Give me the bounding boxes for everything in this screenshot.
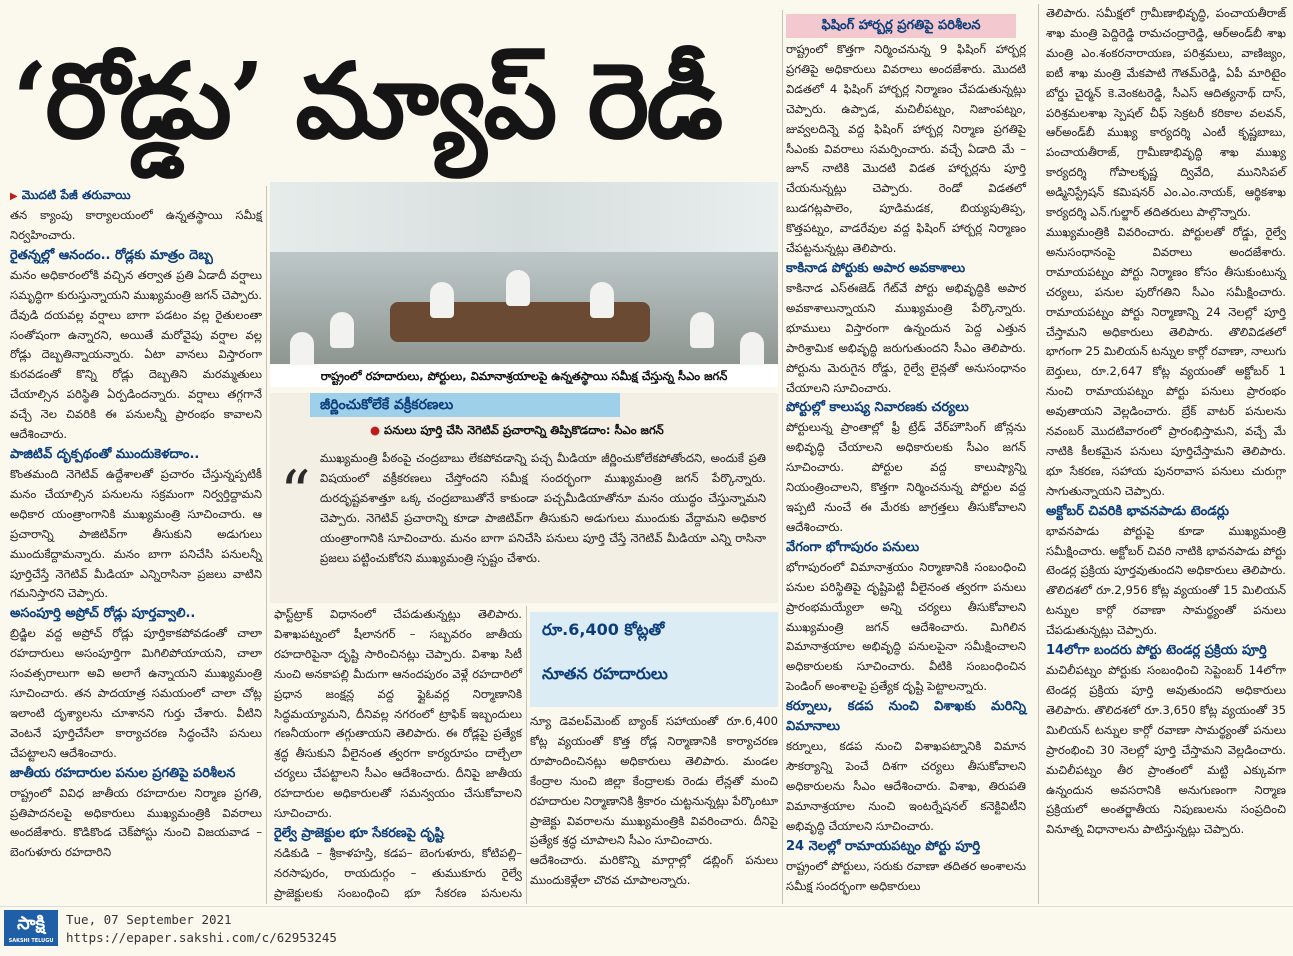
roads-highlight-line1: రూ.6,400 కోట్లతో [542,620,665,639]
article-column-1 [10,206,262,904]
subheading: రైల్వే ప్రాజెక్టుల భూ సేకరణపై దృష్టి [274,825,444,841]
subheading: 24 నెలల్లో రామాయపట్నం పోర్టు పూర్తి [786,838,981,854]
paragraph: బ్రిడ్జిల వద్ద అప్రోచ్ రోడ్లు పూర్తికాకపోవడంతో చాలా రహదారులు అసంపూర్తిగా మిగిలిపోయాయని, చాలా సంవత్సరాలుగా అవి అలాగే ఉన్నాయని ముఖ్యమంత్రి సూచించారు. తన పాదయాత్ర సమయంలో చాలా చోట్ల ఇలాంటి దృశ్యాలను చూశానని గుర్తు చేశారు. వీటిని వెంటనే పూర్తిచేసేలా కార్యాచరణ సిద్ధంచేసి పనులు చేపట్టాలని ఆదేశించారు. [10,626,262,760]
subheading: 14లోగా బందరు పోర్టు టెండర్ల ప్రక్రియ పూర్తి [1046,643,1267,659]
epaper-url[interactable]: https://epaper.sakshi.com/c/62953245 [66,930,337,945]
paragraph: కాకినాడ ఎస్ఈజెడ్ గేట్‌వే పోర్టు అభివృద్ధికి అపార అవకాశాలున్నాయని ముఖ్యమంత్రి పేర్కొన్నారు. భూములు విస్తారంగా ఉన్నందున పెద్ద ఎత్తున పారిశ్రామిక అభివృద్ధి జరుగుతుందని సీఎం తెలిపారు. పోర్టును మెరుగైన రోడ్డు, రైల్వే లైన్లతో అనుసంధానం చేయాలని సూచించారు. [786,280,1026,395]
paragraph: ఫాస్ట్‌ట్రాక్ విధానంలో చేపడుతున్నట్లు తెలిపారు. విశాఖపట్నంలో షీలానగర్ – సబ్బవరం జాతీయ రహదారిపైనా దృష్టి సారించినట్లు చెప్పారు. విశాఖ సిటీ నుంచి అనకాపల్లి మీదుగా ఆనందపురం వెళ్లే రహదారిలో ప్రధాన జంక్షన్ల వద్ద ఫ్లైఓవర్ల నిర్మాణానికి సిద్ధమయ్యామని, దీనివల్ల నగరంలో ట్రాఫిక్ ఇబ్బందులు గణనీయంగా తగ్గుతాయని తెలిపారు. ఈ రోడ్లపై ప్రత్యేక శ్రద్ధ తీసుకుని వీలైనంత త్వరగా కార్యరూపం దాల్చేలా చర్యలు చేపట్టాలని సీఎం ఆదేశించారు. దీనిపై జాతీయ రహదారుల అధికారులతో సమన్వయం చేసుకోవాలని సూచించారు. [274,607,522,821]
paragraph: రాష్ట్రంలో వివిధ జాతీయ రహదారుల నిర్మాణ ప్రగతి, ప్రతిపాదనలపై అధికారులు ముఖ్యమంత్రికి వివరాలు అందజేశారు. కొడికొండ చెక్‌పోస్టు నుంచి విజయవాడ – బెంగుళూరు రహదారిని [10,785,262,860]
roads-highlight-line2: నూతన రహదారులు [542,664,668,683]
article-column-2 [274,605,522,905]
subheading: పాజిటివ్ దృక్పథంతో ముందుకెళదాం.. [10,446,200,462]
subheading: జాతీయ రహదారుల పనుల ప్రగతిపై పరిశీలన [10,765,236,781]
subheading: రైతన్నల్లో ఆనందం.. రోడ్లకు మాత్రం దెబ్బ [10,247,213,263]
edition-date: Tue, 07 September 2021 [66,912,232,927]
paragraph: నడికుడి – శ్రీకాళహస్తి, కడప– బెంగుళూరు, కోటిపల్లి–నరసాపురం, రాయదుర్గం – తుముకూరు రైల్వే ప్రాజెక్టులకు సంబంధించి భూ సేకరణ పనులను [274,845,522,900]
quote-mark-icon: “ [280,458,311,528]
paragraph: కర్నూలు, కడప నుంచి విశాఖపట్నానికి విమాన సౌకర్యాన్ని పెంచే దిశగా చర్యలు తీసుకోవాలని అధికారులను సీఎం ఆదేశించారు. విశాఖ, తిరుపతి విమానాశ్రయాల నుంచి ఇంటర్నేషనల్ కనెక్టివిటీని అభివృద్ధి చేయాలని సూచించారు. [786,739,1026,833]
triangle-icon: ▶ [10,191,18,202]
subheading: పోర్టుల్లో కాలుష్య నివారణకు చర్యలు [786,400,969,416]
paragraph: పోర్టులున్న ప్రాంతాల్లో ఫ్రీ ట్రేడ్ వేర్‌హౌసింగ్ జోన్లను అభివృద్ధి చేయాలని అధికారులకు సీఎం జగన్ సూచించారు. పోర్టుల వద్ద కాలుష్యాన్ని నియంత్రించాలని, కొత్తగా నిర్మించనున్న పోర్టుల వద్ద ఇప్పటి నుంచే ఈ మేరకు జాగ్రత్తలు తీసుకోవాలని ఆదేశించారు. [786,420,1026,534]
subheading: కర్నూలు, కడప నుంచి విశాఖకు మరిన్ని విమానాలు [786,699,1026,735]
quote-box [270,393,778,603]
article-column-4 [786,40,1026,904]
paragraph: ముఖ్యమంత్రికి వివరించారు. పోర్టులతో రోడ్డు, రైల్వే అనుసంధానంపై వివరాలు అందజేశారు. రామాయపట్నం పోర్టు నిర్మాణం కోసం తీసుకుంటున్న చర్యలు, పనుల పురోగతిని సీఎం సమీక్షించారు. రామాయపట్నం పోర్టు నిర్మాణాన్ని 24 నెలల్లో పూర్తి చేస్తామని అధికారులు తెలిపారు. తొలివిడతలో భాగంగా 25 మిలియన్ టన్నుల కార్గో రవాణా, నాలుగు బెర్తులు, రూ.2,647 కోట్ల వ్యయంతో అక్టోబర్ 1 నుంచి రామాయపట్నం పోర్టు పనులు ప్రారంభం అవుతాయని వెల్లడించారు. బ్రేక్ వాటర్ పనులను నవంబర్ మొదటివారంలో ప్రారంభిస్తామని, వచ్చే మే నాటికి కీలకమైన పనులు పూర్తిచేస్తామని తెలిపారు. భూ సేకరణ, సహాయ పునరావాస పనులు చురుగ్గా సాగుతున్నాయని చెప్పారు. [1046,224,1286,498]
roads-highlight-box [530,612,778,707]
fishing-harbours-title: ఫిషింగ్ హార్బర్ల ప్రగతిపై పరిశీలన [786,14,1016,38]
photo-caption: రాష్ట్రంలో రహదారులు, పోర్టులు, విమానాశ్రయాలపై ఉన్నతస్థాయి సమీక్ష చేస్తున్న సీఎం జగన్ [270,365,778,387]
paragraph: మచిలీపట్నం పోర్టుకు సంబంధించి సెప్టెంబర్ 14లోగా టెండర్ల ప్రక్రియ పూర్తి అవుతుందని అధికారులు తెలిపారు. తొలిదశలో రూ.3,650 కోట్ల వ్యయంతో 35 మిలియన్ టన్నుల కార్గో రవాణా సామర్థ్యంతో పనులు ప్రారంభించి 30 నెలల్లో పూర్తి చేస్తామని వెల్లడించారు. మచిలీపట్నం తీర ప్రాంతంలో మట్టి ఎక్కువగా ఉన్నందున అవసరానికి అనుగుణంగా నిర్మాణ ప్రక్రియలో అంతర్జాతీయ నిపుణులను సంప్రదించి వినూత్న విధానాలను పాటిస్తున్నట్లు చెప్పారు. [1046,663,1286,837]
paragraph: రాష్ట్రంలో కొత్తగా నిర్మించనున్న 9 ఫిషింగ్ హార్బర్ల ప్రగతిపై అధికారులు వివరాలు అందజేశారు. మొదటి విడతలో 4 ఫిషింగ్ హార్బర్ల నిర్మాణం చేపడుతున్నట్లు చెప్పారు. ఉప్పాడ, మచిలీపట్నం, నిజాంపట్నం, జువ్వలదిన్నె వద్ద ఫిషింగ్ హార్బర్ల నిర్మాణ ప్రగతిపై సీఎంకు వివరాలు సమర్పించారు. వచ్చే ఏడాది మే – జూన్ నాటికి మొదటి విడత హార్బర్లను పూర్తి చేయనున్నట్లు చెప్పారు. రెండో విడతలో బుడగట్లపాలెం, పూడిమడక, బియ్యపుతిప్ప, కొత్తపట్నం, వాడరేవుల వద్ద ఫిషింగ్ హార్బర్ల నిర్మాణం చేపట్టనున్నట్లు తెలిపారు. [786,42,1026,256]
paragraph: తెలిపారు. సమీక్షలో గ్రామీణాభివృద్ధి, పంచాయతీరాజ్ శాఖ మంత్రి పెద్దిరెడ్డి రామచంద్రారెడ్డి, ఆర్అండ్‌బీ శాఖ మంత్రి ఎం.శంకరనారాయణ, పరిశ్రమలు, వాణిజ్యం, ఐటీ శాఖ మంత్రి మేకపాటి గౌతమ్‌రెడ్డి, ఏపీ మారిటైం బోర్డు చైర్మన్ కె.వెంకటరెడ్డి, సీఎస్ ఆదిత్యనాథ్ దాస్, పరిశ్రమలశాఖ స్పెషల్ చీఫ్ సెక్రటరీ కరికాల వలవన్, ఆర్అండ్‌బీ ముఖ్య కార్యదర్శి ఎంటీ కృష్ణబాబు, పంచాయతీరాజ్, గ్రామీణాభివృద్ధి శాఖ ముఖ్య కార్యదర్శి గోపాలకృష్ణ ద్వివేది, మునిసిపల్ అడ్మినిస్ట్రేషన్ కమిషనర్ ఎం.ఎం.నాయక్, ఆర్థికశాఖ కార్యదర్శి ఎన్.గుల్జార్ తదితరులు పాల్గొన్నారు. [1046,6,1286,220]
paragraph: భోగాపురంలో విమానాశ్రయం నిర్మాణానికి సంబంధించి పనుల పరిస్థితిపై దృష్టిపెట్టి వీలైనంత త్వరగా పనులు ప్రారంభమయ్యేలా అన్ని చర్యలు తీసుకోవాలని ముఖ్యమంత్రి జగన్ ఆదేశించారు. మిగిలిన విమానాశ్రయాల అభివృద్ధి పనులపైనా సమీక్షించాలని అధికారులకు సూచించారు. వీటికి సంబంధించిన పెండింగ్ అంశాలపై ప్రత్యేక దృష్టి పెట్టాలన్నారు. [786,559,1026,694]
quote-text: ముఖ్యమంత్రి పీఠంపై చంద్రబాబు లేకపోవడాన్ని పచ్చ మీడియా జీర్ణించుకోలేకపోతోందని, అందుకే ప్రతి విషయంలో వక్రీకరణలు చేస్తోందని సమీక్ష సందర్భంగా ముఖ్యమంత్రి జగన్ పేర్కొన్నారు. దురదృష్టవశాత్తూ ఒక్క చంద్రబాబుతోనే కాకుండా పచ్చమీడియాతోనూ మనం యుద్ధం చేస్తున్నామని చెప్పారు. నెగెటివ్ ప్రచారాన్ని కూడా పాజిటివ్‌గా తీసుకుని అడుగులు ముందుకు వేద్దామని అధికార యంత్రాంగానికి సూచించారు. మనం బాగా పనిచేసి పనులు పూర్తి చేస్తే నెగెటివ్ మీడియా ఎన్ని రాసినా ప్రజలు పట్టించుకోరని ముఖ్యమంత్రి స్పష్టం చేశారు. [320,451,766,565]
paragraph: ఆదేశించారు. మరికొన్ని మార్గాల్లో డబ్లింగ్ పనులు ముందుకెళ్లేలా చొరవ చూపాలన్నారు. [530,853,778,888]
article-column-3 [530,712,778,904]
subheading: అసంపూర్తి అప్రోచ్ రోడ్లు పూర్తవ్వాలి.. [10,606,196,622]
headline: ‘రోడ్డు’ మ్యాప్ రెడీ [12,39,721,162]
subheading: వేగంగా భోగాపురం పనులు [786,539,920,555]
bullet-icon: ● [370,423,385,437]
paragraph: తన క్యాంపు కార్యాలయంలో ఉన్నతస్థాయి సమీక్ష నిర్వహించారు. [10,208,262,242]
sakshi-logo: సాక్షి SAKSHI TELUGU DAILY [4,910,58,946]
quote-title: జీర్ణించుకోలేకే వక్రీకరణలు [310,393,620,417]
paragraph: కొంతమంది నెగెటివ్ ఉద్దేశాలతో ప్రచారం చేస్తున్నప్పటికీ మనం చేయాల్సిన పనులను సక్రమంగా నిర్వర్తిద్దామని అధికార యంత్రాంగానికి ముఖ్యమంత్రి సూచించారు. ఆ ప్రచారాన్ని పాజిటివ్‌గా తీసుకుని అడుగులు ముందుకేద్దామన్నారు. మనం బాగా పనిచేసి పనులన్నీ పూర్తిచేస్తే నెగెటివ్ మీడియా ఎన్నిరాసినా ప్రజలు వాటిని గమనిస్తారని చెప్పారు. [10,466,262,601]
subheading: కాకినాడ పోర్టుకు అపార అవకాశాలు [786,260,966,276]
quote-subtitle: ● పనులు పూర్తి చేసి నెగెటివ్ ప్రచారాన్ని తిప్పికొడదాం: సీఎం జగన్ [370,423,664,437]
meeting-photo [270,182,778,364]
paragraph: న్యూ డెవలప్‌మెంట్ బ్యాంక్ సహాయంతో రూ.6,400 కోట్ల వ్యయంతో కొత్త రోడ్ల నిర్మాణానికి కార్యాచరణ రూపొందించినట్లు అధికారులు తెలిపారు. మండల కేంద్రాల నుంచి జిల్లా కేంద్రాలకు రెండు లేన్లతో మంచి రహదారుల నిర్మాణానికి శ్రీకారం చుట్టనున్నట్లు పేర్కొంటూ ప్రాజెక్టు వివరాలను ముఖ్యమంత్రికి వివరించారు. దీనిపై ప్రత్యేక శ్రద్ధ చూపాలని సీఎం సూచించారు. [530,714,778,848]
paragraph: మనం అధికారంలోకి వచ్చిన తర్వాత ప్రతి ఏడాదీ వర్షాలు సమృద్ధిగా కురుస్తున్నాయని ముఖ్యమంత్రి జగన్ చెప్పారు. దేవుడి దయవల్ల వర్షాలు బాగా పడటం వల్ల రైతులంతా సంతోషంగా ఉన్నారని, అయితే మరోవైపు వర్షాల వల్ల రోడ్లు దెబ్బతిన్నాయన్నారు. ఏటా వానలు విస్తారంగా కురవడంతో కొన్ని రోడ్లు దెబ్బతిని మరమ్మతులు చేయాల్సిన పరిస్థితి ఏర్పడిందన్నారు. వర్షాలు తగ్గగానే వచ్చే నెల చివరికి ఈ పనులన్నీ ప్రారంభం కావాలని ఆదేశించారు. [10,267,262,442]
continuation-label: ▶ మొదటి పేజీ తరువాయి [10,188,131,202]
article-column-5 [1046,4,1286,904]
paragraph: రాష్ట్రంలో పోర్టులు, సరుకు రవాణా తదితర అంశాలను సమీక్ష సందర్భంగా అధికారులు [786,858,1026,893]
subheading: అక్టోబర్ చివరికి భావనపాడు టెండర్లు [1046,503,1230,519]
paragraph: భావనపాడు పోర్టుపై కూడా ముఖ్యమంత్రి సమీక్షించారు. అక్టోబర్ చివరి నాటికి భావనపాడు పోర్టు టెండర్ల ప్రక్రియ పూర్తవుతుందని అధికారులు తెలిపారు. తొలిదశలో రూ.2,956 కోట్ల వ్యయంతో 15 మిలియన్ టన్నుల కార్గో రవాణా సామర్థ్యంతో పనులు చేపడుతున్నట్లు చెప్పారు. [1046,523,1286,638]
